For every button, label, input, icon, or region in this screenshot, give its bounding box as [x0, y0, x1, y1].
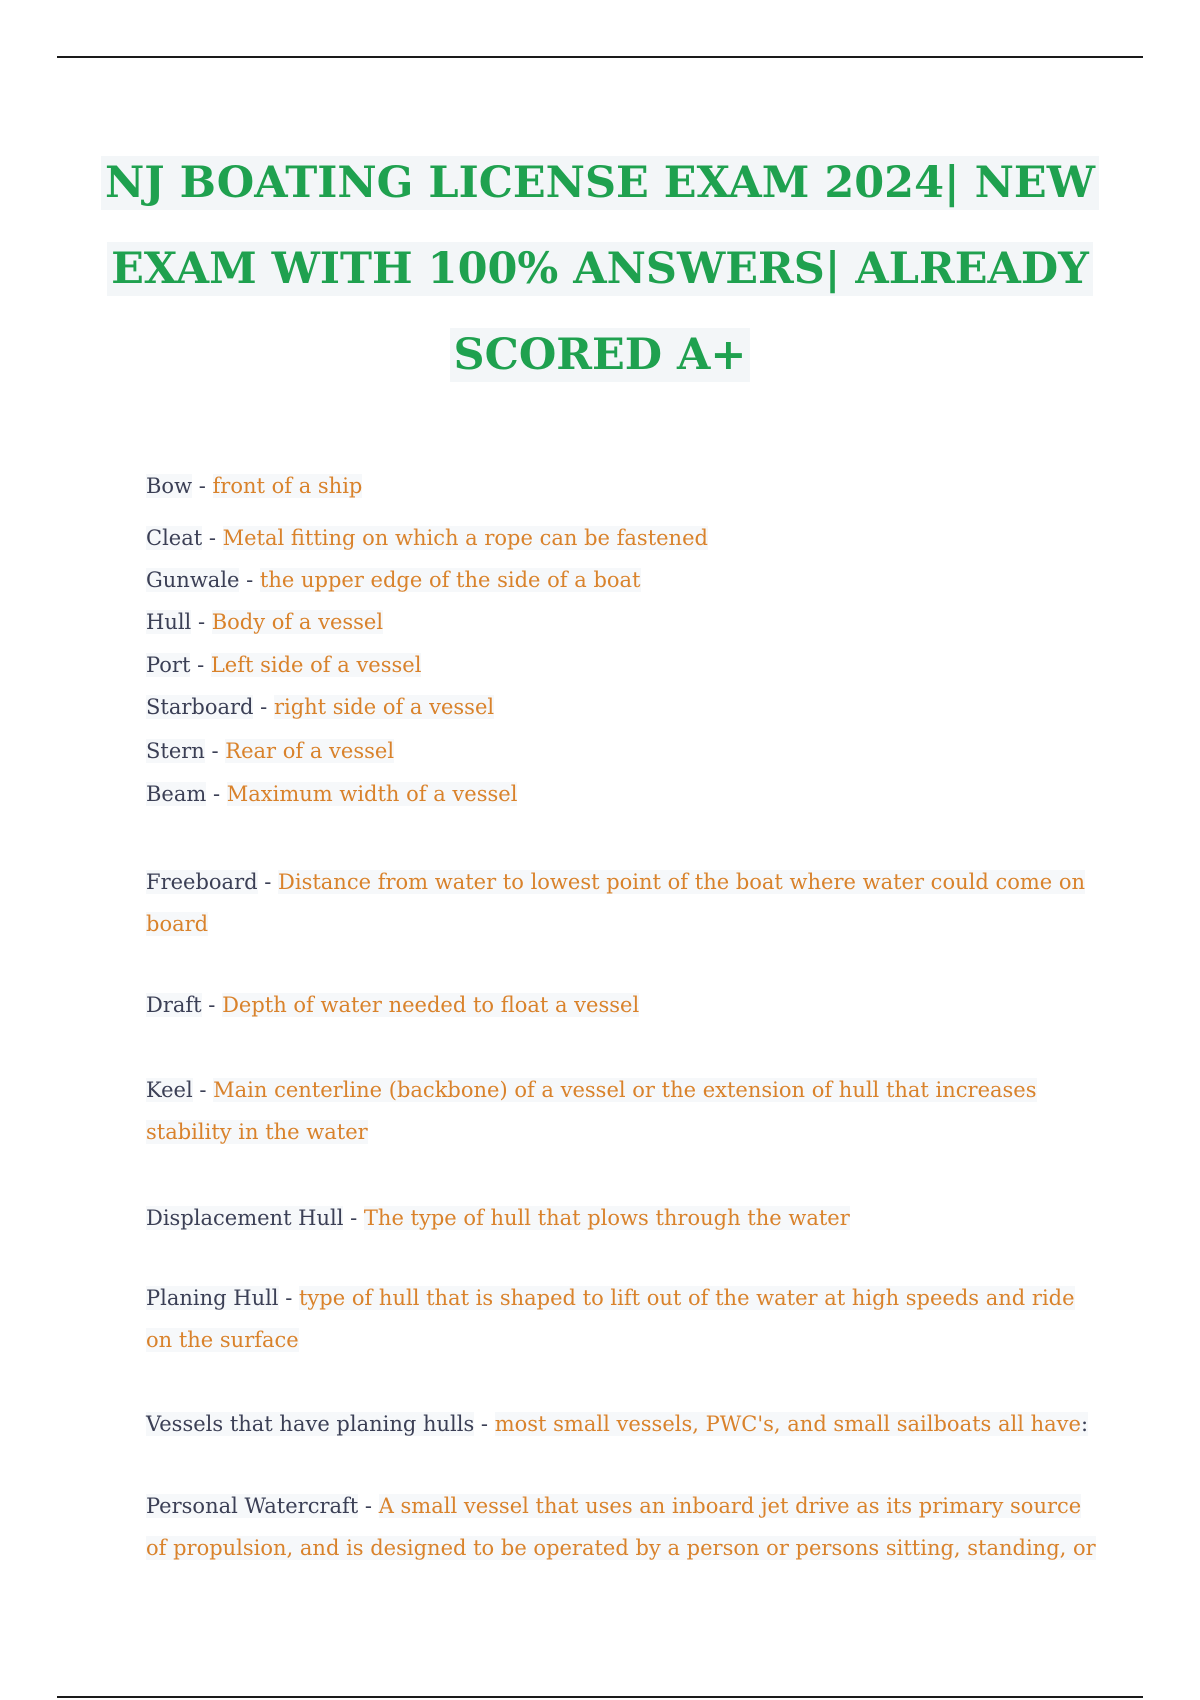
entry-term: Planing Hull	[146, 1286, 279, 1310]
entry-term: Freeboard	[146, 870, 258, 894]
entry-vessels-planing-hulls: Vessels that have planing hulls - most small vessels, PWC's, and small sailboats all have:	[146, 1412, 1089, 1436]
title-line-2: EXAM WITH 100% ANSWERS| ALREADY	[0, 226, 1200, 312]
entry-definition: right side of a vessel	[273, 695, 495, 719]
entry-definition: Left side of a vessel	[210, 653, 422, 677]
entry-bow: Bow - front of a ship	[146, 474, 363, 498]
entry-term: Bow	[146, 474, 193, 498]
entry-definition: Maximum width of a vessel	[226, 782, 518, 806]
entry-personal-watercraft: Personal Watercraft - A small vessel that uses an inboard jet drive as its primary source of propulsion, and is designed to be operated by a person or persons sitting, standing, or	[146, 1494, 1096, 1560]
entry-beam: Beam - Maximum width of a vessel	[146, 782, 518, 806]
entry-definition: Main centerline (backbone) of a vessel or the extension of hull that increases stability in the water	[146, 1078, 1037, 1144]
entry-draft: Draft - Depth of water needed to float a vessel	[146, 993, 640, 1017]
entry-term: Gunwale	[146, 568, 240, 592]
entry-stern: Stern - Rear of a vessel	[146, 739, 395, 763]
entry-definition: Rear of a vessel	[225, 739, 395, 763]
entry-keel: Keel - Main centerline (backbone) of a vessel or the extension of hull that increases stability in the water	[146, 1078, 1037, 1144]
entry-freeboard: Freeboard - Distance from water to lowest point of the boat where water could come on board	[146, 870, 1086, 936]
entry-gunwale: Gunwale - the upper edge of the side of a boat	[146, 568, 641, 592]
entry-displacement-hull: Displacement Hull - The type of hull that plows through the water	[146, 1206, 850, 1230]
entry-term: Personal Watercraft	[146, 1494, 359, 1518]
bottom-rule	[57, 1696, 1143, 1698]
entry-term: Keel	[146, 1078, 193, 1102]
entry-hull: Hull - Body of a vessel	[146, 610, 384, 634]
entry-definition: Distance from water to lowest point of the boat where water could come on board	[146, 870, 1086, 936]
entry-definition: Depth of water needed to float a vessel	[222, 993, 640, 1017]
entry-definition: the upper edge of the side of a boat	[259, 568, 641, 592]
entry-term: Stern	[146, 739, 205, 763]
entry-term: Displacement Hull	[146, 1206, 344, 1230]
entry-definition: front of a ship	[212, 474, 363, 498]
document-title	[0, 140, 1200, 398]
entry-term: Starboard	[146, 695, 254, 719]
title-line-1: NJ BOATING LICENSE EXAM 2024| NEW	[0, 140, 1200, 226]
entry-definition: Metal fitting on which a rope can be fastened	[222, 526, 708, 550]
entry-term: Vessels that have planing hulls	[146, 1412, 475, 1436]
entry-term: Cleat	[146, 526, 203, 550]
entry-definition: Body of a vessel	[211, 610, 384, 634]
entry-definition: type of hull that is shaped to lift out of the water at high speeds and ride on the surface	[146, 1286, 1075, 1352]
top-rule	[57, 56, 1143, 58]
entry-port: Port - Left side of a vessel	[146, 653, 422, 677]
entry-cleat: Cleat - Metal fitting on which a rope can be fastened	[146, 526, 708, 550]
entry-definition: A small vessel that uses an inboard jet drive as its primary source of propulsion, and is designed to be operated by a person or persons sitting, standing, or	[146, 1494, 1096, 1560]
title-line-3: SCORED A+	[0, 312, 1200, 398]
entry-term: Draft	[146, 993, 202, 1017]
entry-term: Port	[146, 653, 191, 677]
entry-planing-hull: Planing Hull - type of hull that is shaped to lift out of the water at high speeds and ride on the surface	[146, 1286, 1075, 1352]
entry-term: Beam	[146, 782, 207, 806]
entry-term: Hull	[146, 610, 192, 634]
entry-definition: The type of hull that plows through the water	[363, 1206, 850, 1230]
entry-definition: most small vessels, PWC's, and small sailboats all have	[494, 1412, 1081, 1436]
entry-starboard: Starboard - right side of a vessel	[146, 695, 495, 719]
